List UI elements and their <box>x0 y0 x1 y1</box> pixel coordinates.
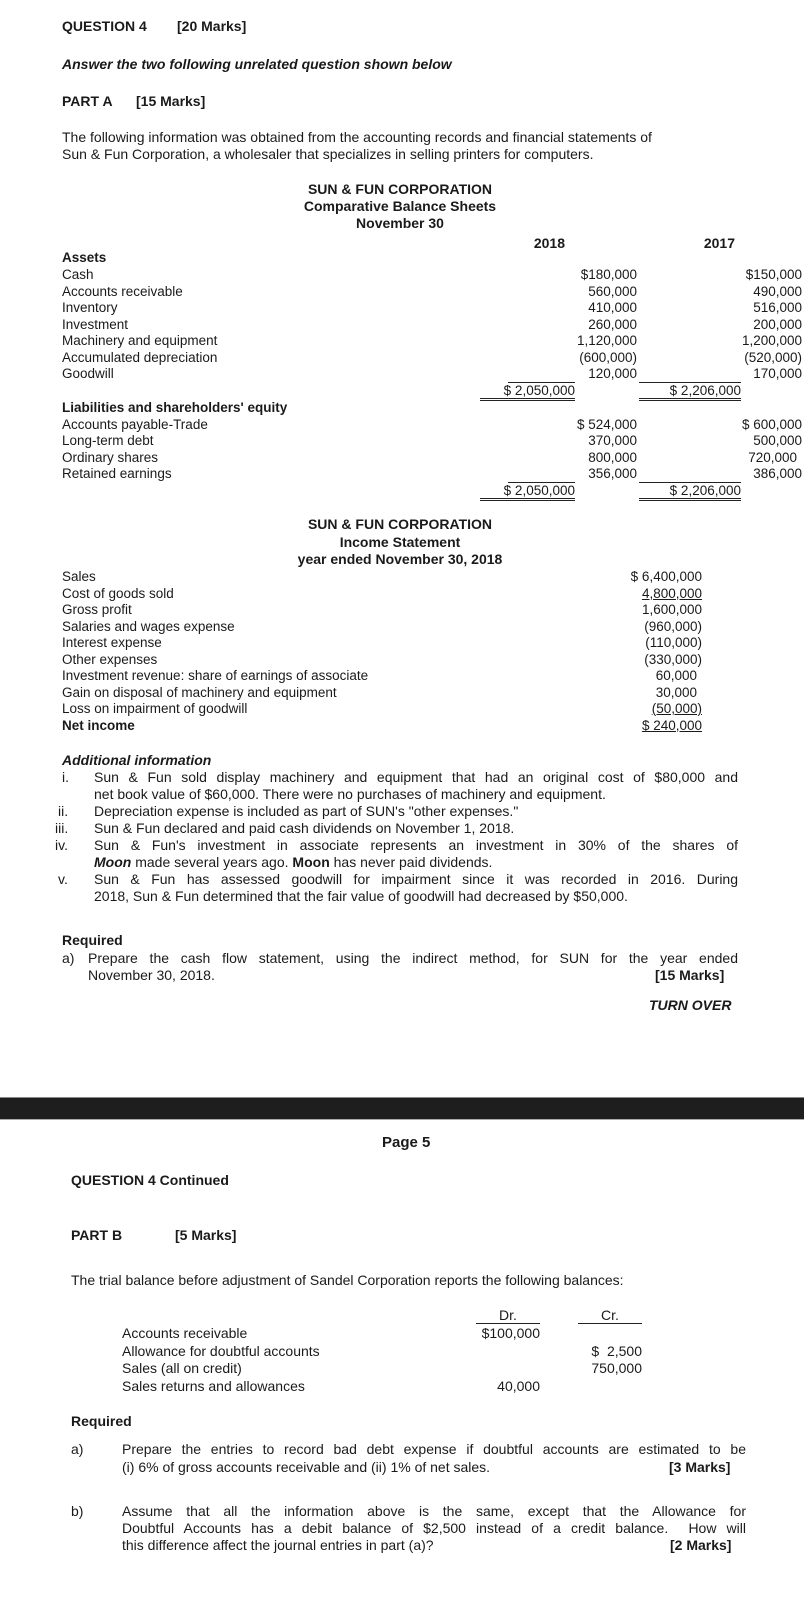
asset-row <box>62 333 802 350</box>
is-label: Net income <box>62 717 135 733</box>
req-b-marks: [2 Marks] <box>670 1537 732 1553</box>
item-text: Depreciation expense is included as part of SUN's "other expenses." <box>94 803 519 819</box>
question-continued: QUESTION 4 Continued <box>71 1172 229 1188</box>
is-label: Gross profit <box>62 602 132 617</box>
assets-heading: Assets <box>62 250 107 265</box>
required-heading: Required <box>62 932 123 948</box>
item-text: Sun & Fun's investment in associate represents an investment in 30% of the shares of <box>94 837 738 853</box>
asset-row <box>62 283 802 301</box>
tb-dr: $100,000 <box>481 1325 540 1341</box>
is-label: Salaries and wages expense <box>62 618 235 634</box>
liability-label: Accounts payable-Trade <box>62 416 208 432</box>
asset-label: Accounts receivable <box>62 283 183 299</box>
asset-row <box>62 316 802 334</box>
asset-2018: 410,000 <box>588 300 637 315</box>
part-a-marks: [15 Marks] <box>136 93 206 109</box>
asset-label: Inventory <box>62 300 118 315</box>
text-segment: has never paid dividends. <box>329 854 493 870</box>
is-row <box>62 685 742 702</box>
is-company: SUN & FUN CORPORATION <box>307 516 493 532</box>
part-b-intro: The trial balance before adjustment of Sandel Corporation reports the following balances: <box>71 1272 624 1288</box>
asset-2018: 1,120,000 <box>576 333 637 348</box>
bs-date: November 30 <box>356 215 444 231</box>
tb-dr: 40,000 <box>497 1378 540 1394</box>
item-text: net book value of $60,000. There were no purchases of machinery and equipment. <box>94 786 606 802</box>
asset-row <box>62 267 802 284</box>
liab-heading-row <box>62 400 742 417</box>
bs-title: Comparative Balance Sheets <box>303 198 497 214</box>
req-a-line2: (i) 6% of gross accounts receivable and (ii) 1% of net sales. <box>122 1459 491 1475</box>
liability-2017: 720,000 <box>748 449 797 465</box>
asset-2017: (520,000) <box>744 349 802 365</box>
required-a-line1: Prepare the cash flow statement, using the indirect method, for SUN for the year ended <box>88 950 738 966</box>
company-name: Moon <box>292 854 330 870</box>
req-b-line1: Assume that all the information above is the same, except that the Allowance for <box>122 1503 746 1519</box>
required-a-marks: [15 Marks] <box>655 967 725 983</box>
part-b-marks: [5 Marks] <box>175 1227 237 1243</box>
additional-info-heading: Additional information <box>62 752 212 768</box>
liability-2018: $ 524,000 <box>576 416 637 432</box>
liability-2018: 370,000 <box>588 433 637 448</box>
intro-line-1: The following information was obtained from the accounting records and financial statements of <box>62 129 652 145</box>
is-value: 30,000 <box>655 684 697 700</box>
is-label: Interest expense <box>62 635 162 650</box>
is-value: 60,000 <box>655 668 697 683</box>
asset-2018: 560,000 <box>588 283 637 299</box>
asset-label: Accumulated depreciation <box>62 349 218 365</box>
is-label: Cost of goods sold <box>62 585 174 601</box>
turn-over: TURN OVER <box>649 997 732 1013</box>
item-text: Sun & Fun sold display machinery and equipment that had an original cost of $80,000 and <box>94 769 738 785</box>
question-title: QUESTION 4 <box>62 18 147 34</box>
assets-total-2018: $ 2,050,000 <box>480 383 575 401</box>
intro-line-2: Sun & Fun Corporation, a wholesaler that specializes in selling printers for computers. <box>62 146 594 162</box>
asset-2017: 200,000 <box>753 316 802 332</box>
is-value: (110,000) <box>645 635 702 650</box>
asset-2018: 120,000 <box>588 366 637 381</box>
assets-total-2017: $ 2,206,000 <box>639 383 741 401</box>
asset-2018: 260,000 <box>588 316 637 332</box>
is-row-net-income <box>62 718 742 735</box>
is-value: (960,000) <box>644 618 702 634</box>
is-value: (330,000) <box>644 651 702 667</box>
bs-col-2018: 2018 <box>533 235 565 251</box>
is-value: 4,800,000 <box>641 585 702 601</box>
required-a-line2: November 30, 2018. <box>88 967 215 983</box>
asset-row <box>62 349 802 367</box>
asset-2018: $180,000 <box>580 267 637 282</box>
is-label: Loss on impairment of goodwill <box>62 701 248 716</box>
is-value: 1,600,000 <box>641 602 702 617</box>
liability-2017: $ 600,000 <box>741 416 802 432</box>
page-divider <box>0 1097 804 1120</box>
item-number: iii. <box>55 820 69 836</box>
is-row <box>62 569 742 586</box>
liability-2018: 800,000 <box>588 449 637 465</box>
is-row <box>62 668 742 685</box>
asset-2018: (600,000) <box>579 349 637 365</box>
asset-2017: $150,000 <box>745 267 802 282</box>
is-value: $ 240,000 <box>641 717 702 733</box>
is-row <box>62 586 742 603</box>
req-a-label: a) <box>71 1441 84 1457</box>
liability-row <box>62 449 797 467</box>
is-label: Gain on disposal of machinery and equipment <box>62 684 337 700</box>
is-row <box>62 652 742 669</box>
item-number: i. <box>62 769 69 785</box>
is-label: Investment revenue: share of earnings of associate <box>62 668 369 683</box>
is-label: Sales <box>62 569 96 584</box>
page-number: Page 5 <box>382 1134 431 1151</box>
tb-cr: $ 2,500 <box>591 1343 642 1359</box>
asset-label: Investment <box>62 316 129 332</box>
asset-2017: 170,000 <box>753 366 802 381</box>
part-a-title: PART A <box>62 93 113 109</box>
item-number: ii. <box>58 803 69 819</box>
item-number: v. <box>58 871 68 887</box>
req-a-line1: Prepare the entries to record bad debt expense if doubtful accounts are estimated to be <box>122 1441 746 1457</box>
liability-2018: 356,000 <box>588 466 637 481</box>
liability-row <box>62 466 802 483</box>
is-value: $ 6,400,000 <box>630 569 702 584</box>
tb-label: Allowance for doubtful accounts <box>122 1343 320 1359</box>
asset-row <box>62 300 802 317</box>
liab-heading: Liabilities and shareholders' equity <box>62 400 288 415</box>
item-text: Sun & Fun declared and paid cash dividends on November 1, 2018. <box>94 820 515 836</box>
liability-label: Long-term debt <box>62 433 154 448</box>
req-b-label: b) <box>71 1503 84 1519</box>
asset-2017: 490,000 <box>753 283 802 299</box>
is-row <box>62 701 742 718</box>
is-row <box>62 635 742 652</box>
col-dr: Dr. <box>476 1307 540 1324</box>
company-name: Moon <box>94 854 132 870</box>
bs-company: SUN & FUN CORPORATION <box>307 181 493 197</box>
bs-col-2017: 2017 <box>703 235 735 251</box>
asset-label: Goodwill <box>62 366 114 381</box>
liability-row <box>62 416 802 434</box>
tb-label: Sales returns and allowances <box>122 1378 305 1394</box>
assets-heading-row <box>62 250 742 267</box>
asset-label: Machinery and equipment <box>62 333 218 348</box>
asset-2017: 1,200,000 <box>741 333 802 348</box>
required-b-heading: Required <box>71 1413 132 1429</box>
is-period: year ended November 30, 2018 <box>297 551 503 567</box>
instruction: Answer the two following unrelated question shown below <box>62 56 452 72</box>
is-row <box>62 619 742 636</box>
item-text: Sun & Fun has assessed goodwill for impairment since it was recorded in 2016. During <box>94 871 738 887</box>
is-row <box>62 602 742 619</box>
is-title: Income Statement <box>339 534 461 550</box>
asset-label: Cash <box>62 267 94 282</box>
liab-total-2017: $ 2,206,000 <box>639 483 741 501</box>
col-cr: Cr. <box>578 1307 642 1324</box>
tb-label: Accounts receivable <box>122 1325 248 1341</box>
tb-label: Sales (all on credit) <box>122 1360 242 1376</box>
asset-2017: 516,000 <box>753 300 802 315</box>
req-b-line3: this difference affect the journal entries in part (a)? <box>122 1537 434 1553</box>
liab-total-2018: $ 2,050,000 <box>480 483 575 501</box>
is-label: Other expenses <box>62 651 158 667</box>
part-b-title: PART B <box>71 1227 123 1243</box>
asset-row <box>62 366 802 383</box>
liability-label: Retained earnings <box>62 466 172 481</box>
liability-2017: 386,000 <box>753 466 802 481</box>
required-a-label: a) <box>62 950 75 966</box>
item-number: iv. <box>55 837 68 853</box>
req-a-marks: [3 Marks] <box>669 1459 731 1475</box>
liability-row <box>62 433 802 450</box>
is-value: (50,000) <box>651 701 702 716</box>
question-marks: [20 Marks] <box>177 18 247 34</box>
liability-2017: 500,000 <box>753 433 802 448</box>
item-text <box>94 854 492 871</box>
tb-cr: 750,000 <box>591 1360 642 1376</box>
req-b-line2: Doubtful Accounts has a debit balance of $2,500 instead of a credit balance. How will <box>122 1520 746 1536</box>
liability-label: Ordinary shares <box>62 449 159 465</box>
text-segment: made several years ago. <box>131 854 293 870</box>
item-text: 2018, Sun & Fun determined that the fair value of goodwill had decreased by $50,000. <box>94 888 628 904</box>
